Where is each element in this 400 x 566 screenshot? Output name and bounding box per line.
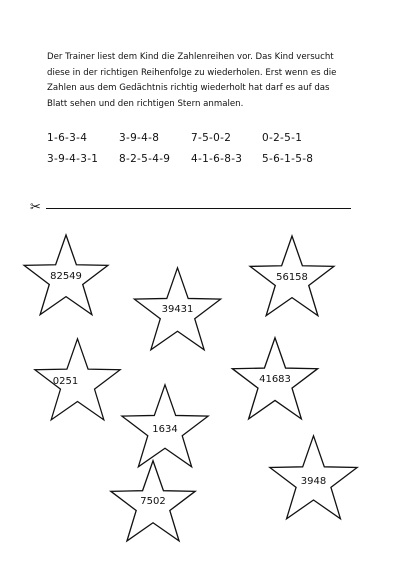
sequence-item: 4-1-6-8-3 [191, 153, 243, 165]
star[interactable] [230, 336, 320, 422]
instructions-text [47, 50, 377, 112]
star-number: 1634 [152, 424, 178, 435]
sequence-item: 3-9-4-8 [119, 132, 160, 144]
star-number: 56158 [276, 272, 308, 283]
instructions-line: diese in der richtigen Reihenfolge zu wiederholen. Erst wenn es die [47, 67, 337, 78]
instructions-line: Zahlen aus dem Gedächtnis richtig wiederholt hat darf es auf das [47, 83, 330, 93]
star[interactable] [248, 234, 336, 319]
sequence-item: 7-5-0-2 [191, 132, 232, 144]
star[interactable] [130, 266, 225, 353]
star[interactable] [118, 383, 212, 470]
star-number: 3948 [300, 476, 327, 487]
star[interactable] [108, 459, 198, 544]
cut-line-rule [46, 208, 351, 209]
instructions-line: Der Trainer liest dem Kind die Zahlenreihen vor. Das Kind versucht [47, 52, 334, 62]
scissors-icon: ✂ [30, 200, 41, 215]
star-number: 41683 [259, 374, 291, 385]
star-number: 7502 [140, 496, 166, 507]
sequence-item: 5-6-1-5-8 [262, 153, 314, 165]
sequence-item: 8-2-5-4-9 [119, 153, 171, 165]
star[interactable] [22, 233, 110, 318]
cut-line [30, 200, 360, 216]
star[interactable] [266, 434, 361, 522]
star-number: 0251 [52, 376, 79, 387]
sequence-item: 3-9-4-3-1 [47, 153, 99, 165]
sequence-item: 1-6-3-4 [47, 132, 88, 144]
instructions-line: Blatt sehen und den richtigen Stern anmalen. [47, 98, 244, 109]
star-number: 82549 [50, 271, 82, 282]
star[interactable] [30, 337, 125, 423]
sequence-item: 0-2-5-1 [262, 132, 303, 144]
star-number: 39431 [161, 304, 194, 315]
